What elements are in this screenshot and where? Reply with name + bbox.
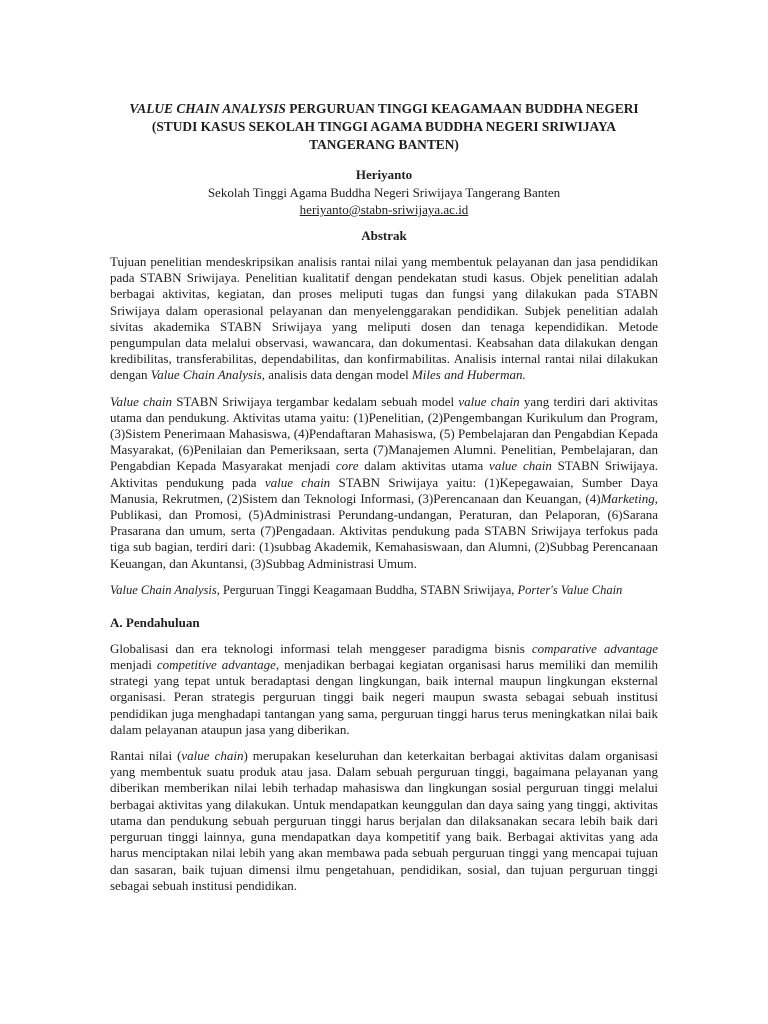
author-email [110, 201, 658, 218]
text-run: , analisis data dengan model [261, 367, 412, 383]
intro-paragraph-2 [110, 748, 658, 894]
text-run: Globalisasi dan era teknologi informasi telah menggeser paradigma bisnis [110, 640, 532, 656]
italic-run: value chain [264, 474, 331, 490]
abstract-paragraph-2 [110, 394, 658, 572]
author-name: Heriyanto [355, 167, 413, 182]
italic-run: value chain [181, 748, 244, 764]
paper-title [110, 100, 658, 154]
text-run: Tujuan penelitian mendeskripsikan analisis rantai nilai yang membentuk pelayanan dan jasa pendidikan pada STABN Sriwijaya. Penelitian kualitatif dengan pendekatan studi kasus. Objek penelitian adalah berbagai aktivitas, kegiatan, dan proses meliputi tugas dan fungsi yang dilakukan pada STABN Sriwijaya dalam operasional pelayanan dan menyelenggarakan pendidikan. Subjek penelitian adalah sivitas akademika STABN Sriwijaya yang meliputi dosen dan tenaga kependidikan. Metode pengumpulan data melalui observasi, wawancara, dan dokumentasi. Keabsahan data dilakukan dengan kredibilitas, transferabilitas, dependabilitas, dan konfirmabilitas. Analisis internal rantai nilai dilakukan dengan [110, 254, 658, 383]
abstract-paragraph-1 [110, 254, 658, 384]
text-run: yang terdiri dari aktivitas utama dan pendukung. Aktivitas utama yaitu: (1)Penelitian, (2)Pengembangan Kurikulum dan Program, (3)Sistem Penerimaan Mahasiswa, (4)Pendaftaran Mahasiswa, (5) Pembelajaran dan Pengabdian Kepada Masyarakat, (6)Penilaian dan Pemeriksaan, serta (7)Manajemen Alumni. Penelitian, Pembelajaran, dan Pengabdian Kepada Masyarakat menjadi [110, 393, 658, 474]
title-line1-rest: PERGURUAN TINGGI KEAGAMAAN BUDDHA NEGERI [285, 101, 639, 116]
text-run: menjadi [110, 657, 157, 673]
abstract-heading: Abstrak [361, 228, 407, 243]
italic-run: Marketing [600, 490, 655, 506]
intro-paragraph-1 [110, 641, 658, 738]
title-line3: TANGERANG BANTEN) [309, 137, 459, 152]
italic-run: core [335, 458, 359, 474]
text-run: STABN Sriwijaya tergambar kedalam sebuah model [172, 393, 459, 409]
text-run: Rantai nilai ( [110, 748, 182, 764]
text-run: , menjadikan berbagai kegiatan organisasi harus memiliki dan memilih strategi yang tepat untuk beradaptasi dengan lingkungan, baik internal maupun lingkungan eksternal organisasi. Peran strategis perguruan tinggi baik negeri maupun swasta sebagai sebuah institusi pendidikan juga menghadapi tantangan yang sama, perguruan tinggi harus terus meningkatkan nilai baik dalam pelayanan ataupun jasa yang diberikan. [110, 657, 658, 737]
text-run: STABN Sriwijaya yaitu: (1)Kepegawaian, Sumber Daya Manusia, Rekrutmen, (2)Sistem dan Teknologi Informasi, (3)Perencanaan dan Keuangan, (4) [110, 474, 658, 506]
text-run: dalam aktivitas utama [358, 458, 490, 474]
italic-run: Value Chain Analysis [150, 367, 262, 383]
italic-run: comparative advantage [531, 640, 658, 656]
italic-run: value chain [489, 458, 552, 474]
title-italic-part: VALUE CHAIN ANALYSIS [129, 101, 286, 116]
text-run: , Publikasi, dan Promosi, (5)Administrasi Perundang-undangan, Peraturan, dan Pelaporan, (6)Sarana Prasarana dan umum, serta (7)Pengadaan. Aktivitas pendukung pada STABN Sriwijaya terfokus pada tiga sub bagian, terdiri dari: (1)subbag Akademik, Kemahasiswaan, dan Alumni, (2)Subbag Perencanaan Keuangan, dan Akuntansi, (3)Subbag Administrasi Umum. [110, 490, 658, 571]
author-affiliation: Sekolah Tinggi Agama Buddha Negeri Sriwijaya Tangerang Banten [207, 185, 561, 200]
text-run: ) merupakan keseluruhan dan keterkaitan berbagai aktivitas dalam organisasi yang membentuk suatu produk atau jasa. Dalam sebuah perguruan tinggi, bagaimana pelayanan yang diberikan memberikan nilai lebih terhadap mahasiswa dan lingkungan sosial perguruan tinggi melalui berbagai aktivitas yang dilakukan. Untuk mendapatkan keunggulan dan daya saing yang tinggi, aktivitas utama dan pendukung sebuah perguruan tinggi harus berjalan dan dilaksanakan secara lebih baik dari perguruan tinggi lainnya, guna mendapatkan daya kompetitif yang baik. Berbagai aktivitas yang ada harus menciptakan nilai lebih yang akan membawa pada sebuah perguruan tinggi yang mencapai tujuan dan sasaran, baik tujuan dimensi ilmu pengetahuan, pendidikan, sosial, dan tujuan perguruan tinggi sebagai sebuah institusi pendidikan. [110, 748, 658, 893]
italic-run: value chain [458, 393, 520, 409]
text-run: STABN Sriwijaya. Aktivitas pendukung pada [110, 458, 658, 490]
italic-run: Value chain [110, 393, 173, 409]
title-line2: (STUDI KASUS SEKOLAH TINGGI AGAMA BUDDHA NEGERI SRIWIJAYA [151, 119, 617, 134]
keywords [110, 582, 658, 598]
italic-run: Miles and Huberman. [411, 367, 526, 383]
italic-run: Value Chain Analysis [110, 582, 217, 597]
italic-run: Porter's Value Chain [517, 582, 623, 597]
page-content [110, 100, 658, 894]
text-run: , Perguruan Tinggi Keagamaan Buddha, STABN Sriwijaya, [216, 582, 518, 597]
email-link[interactable]: heriyanto@stabn-sriwijaya.ac.id [299, 202, 469, 217]
section-heading-a: A. Pendahuluan [110, 614, 200, 630]
italic-run: competitive advantage [156, 657, 276, 673]
